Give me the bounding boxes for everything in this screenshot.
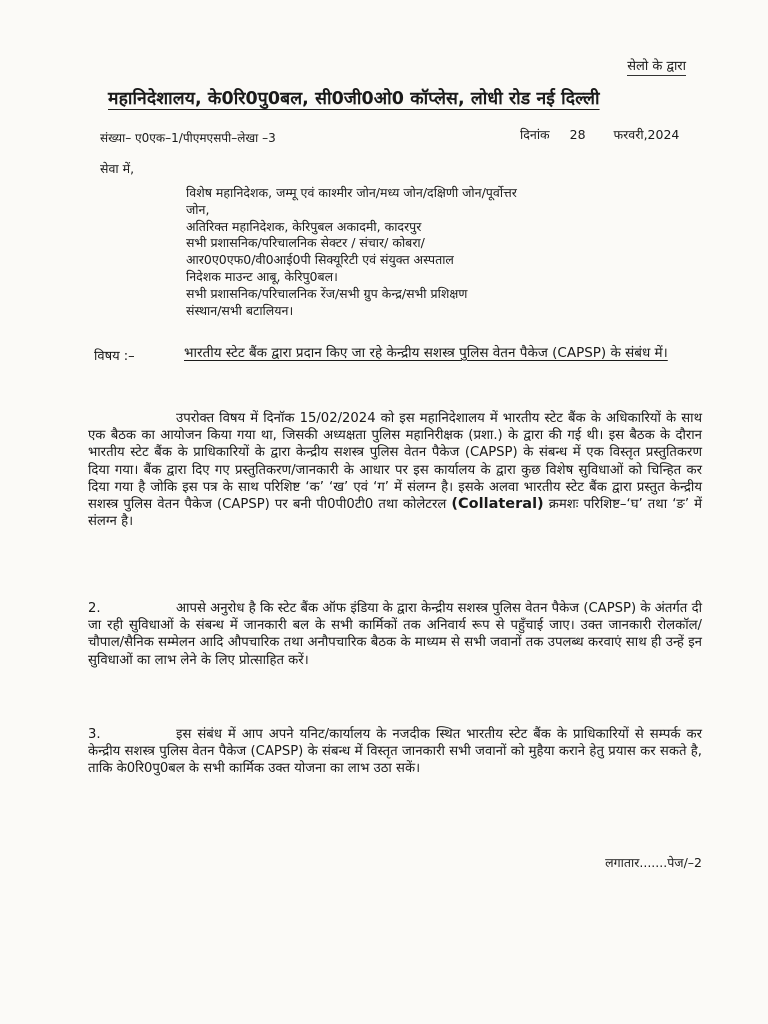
recipient-list [186, 185, 686, 319]
paragraph-1-tail: क्रमशः परिशिष्ट–‘घ’ तथा ‘ङ’ में संलग्न है। [88, 497, 702, 530]
paragraph-3 [88, 726, 702, 778]
subject-label: विषय :– [94, 349, 135, 364]
subject-text: भारतीय स्टेट बैंक द्वारा प्रदान किए जा रहे केन्द्रीय सशस्त्र पुलिस वेतन पैकेज (CAPSP) के संबंध में। [184, 345, 668, 361]
recipient-line: सभी प्रशासनिक/परिचालनिक रेंज/सभी ग्रुप केन्द्र/सभी प्रशिक्षण [186, 285, 468, 301]
recipient-line: विशेष महानिदेशक, जम्मू एवं काश्मीर जोन/मध्य जोन/दक्षिणी जोन/पूर्वोत्तर [186, 185, 517, 200]
recipient-line: सभी प्रशासनिक/परिचालनिक सेक्टर / संचार/ कोबरा/ [186, 235, 425, 251]
date-day: 28 [569, 127, 586, 142]
office-title: महानिदेशालय, के0रि0पु0बल, सी0जी0ओ0 कॉप्लेस, लोधी रोड नई दिल्ली [108, 89, 600, 109]
collateral-term: (Collateral) [451, 496, 544, 513]
recipient-line: संस्थान/सभी बटालियन। [186, 302, 294, 318]
recipient-line: निदेशक माउन्ट आबू, केरिपु0बल। [186, 268, 338, 284]
reference-number: संख्या– ए0एक–1/पीएमएसपी–लेखा –3 [100, 131, 276, 145]
dispatch-stamp: सेलो के द्वारा [627, 56, 686, 76]
salutation: सेवा में, [100, 161, 135, 176]
recipient-line: अतिरिक्त महानिदेशक, केरिपुबल अकादमी, कादरपुर [186, 218, 422, 234]
paragraph-number: 3. [88, 727, 101, 742]
continuation-note: लगातार.......पेज/–2 [605, 855, 702, 870]
paragraph-2-text: आपसे अनुरोध है कि स्टेट बैंक ऑफ इंडिया के द्वारा केन्द्रीय सशस्त्र पुलिस वेतन पैकेज (CAPSP) के अंतर्गत दी जा रही सुविधाओं के संबन्ध में जानकारी बल के सभी कार्मिकों तक अनिवार्य रूप से पहुँचाई जाए। उक्त जानकारी रोलकॉल/चौपाल/सैनिक सम्मेलन आदि औपचारिक तथा अनौपचारिक बैठक के माध्यम से सभी जवानों तक उपलब्ध करवाएं साथ ही उन्हें इन सुविधाओं का लाभ लेने के लिए प्रोत्साहित करें। [88, 601, 702, 668]
paragraph-1-text: उपरोक्त विषय में दिनॉक 15/02/2024 को इस महानिदेशालय में भारतीय स्टेट बैंक के अधिकारियों के साथ एक बैठक का आयोजन किया गया था, जिसकी अध्यक्षता पुलिस महानिरीक्षक (प्रशा.) के द्वारा की गई थी। इस बैठक के दौरान भारतीय स्टेट बैंक के प्राधिकारियों के द्वारा केन्द्रीय सशस्त्र पुलिस वेतन पैकेज (CAPSP) के संबन्ध में एक विस्तृत प्रस्तुतिकरण दिया गया। बैंक द्वारा दिए गए प्रस्तुतिकरण/जानकारी के आधार पर इस कार्यालय के द्वारा कुछ विशेष सुविधाओं को चिन्हित कर दिया गया है जोकि इस पत्र के साथ परिशिष्ट ‘क’ ‘ख’ एवं ‘ग’ में संलग्न है। इसके अलवा भारतीय स्टेट बैंक द्वारा प्रस्तुत केन्द्रीय सशस्त्र पुलिस वेतन पैकेज (CAPSP) पर बनी पी0पी0टी0 तथा कोलेटरल [88, 411, 702, 513]
paragraph-3-text: इस संबंध में आप अपने यनिट/कार्यालय के नजदीक स्थित भारतीय स्टेट बैंक के प्राधिकारियों से सम्पर्क कर केन्द्रीय सशस्त्र पुलिस वेतन पैकेज (CAPSP) के संबन्ध में विस्तृत जानकारी सभी जवानों को मुहैया कराने हेतु प्रयास कर सकते है, ताकि के0रि0पु0बल के सभी कार्मिक उक्त योजना का लाभ उठा सकें। [88, 727, 702, 777]
paragraph-1 [88, 410, 702, 530]
recipient-line: आर0ए0एफ0/वी0आई0पी सिक्यूरिटी एवं संयुक्त अस्पताल [186, 252, 454, 268]
date-month-year: फरवरी,2024 [613, 127, 680, 142]
paragraph-2 [88, 600, 702, 669]
date-line [520, 126, 679, 143]
paragraph-number: 2. [88, 601, 101, 616]
recipient-line: जोन, [186, 201, 210, 217]
date-label: दिनांक [520, 127, 550, 142]
